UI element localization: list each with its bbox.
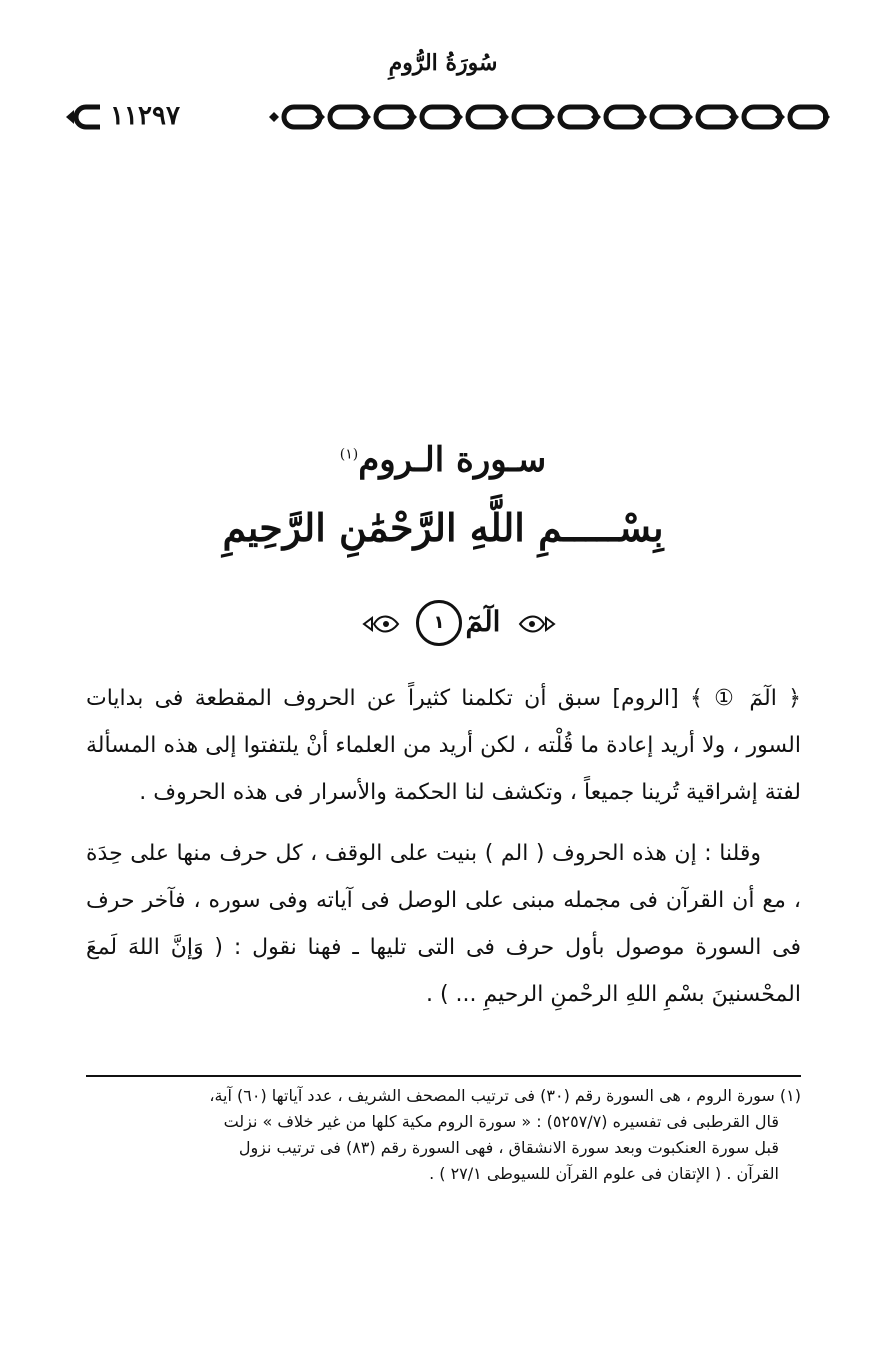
paragraph-1: ﴿ الٓمٓ ① ﴾ [الروم] سبق أن تكلمنا كثيراً عن الحروف المقطعة فى بدايات السور ، ولا أريد إعادة ما قُلْته ، لكن أريد من العلماء أنْ يلتفتوا إلى هذه المسألة لفتة إشراقية تُرينا جميعاً ، وتكشف لنا الحكمة والأسرار فى هذه الحروف . bbox=[86, 686, 801, 805]
basmala: بِسْـــــمِ اللَّهِ الرَّحْمَٰنِ الرَّحِيمِ bbox=[222, 505, 664, 550]
commentary-body bbox=[86, 675, 801, 1032]
surah-title-text: سـورة الـروم bbox=[358, 440, 547, 480]
opening-letters: الٓمٓ bbox=[465, 605, 501, 638]
right-flourish-icon bbox=[518, 609, 558, 639]
footnote-line: قال القرطبى فى تفسيره (٥٢٥٧/٧) : « سورة الروم مكية كلها من غير خلاف » نزلت bbox=[223, 1112, 779, 1131]
footnote-line: القرآن . ( الإتقان فى علوم القرآن للسيوطى ٢٧/١ ) . bbox=[429, 1164, 779, 1183]
footnote-line: قبل سورة العنكبوت وبعد سورة الانشقاق ، فهى السورة رقم (٨٣) فى ترتيب نزول bbox=[238, 1138, 779, 1157]
surah-title bbox=[0, 440, 886, 480]
page-number: ١١٢٩٧ bbox=[100, 98, 190, 134]
running-head-title: سُورَةُ الرُّومِ bbox=[388, 50, 498, 76]
footnote-line: (١) سورة الروم ، هى السورة رقم (٣٠) فى ترتيب المصحف الشريف ، عدد آياتها (٦٠) آية، bbox=[209, 1086, 801, 1105]
footnote-divider bbox=[86, 1075, 801, 1077]
opening-verse bbox=[368, 595, 548, 655]
verse-number-ring: ١ bbox=[416, 600, 462, 646]
footnotes bbox=[86, 1083, 801, 1187]
footnote-reference: (١) bbox=[339, 446, 359, 463]
paragraph-2: وقلنا : إن هذه الحروف ( الم ) بنيت على الوقف ، كل حرف منها على حِدَة ، مع أن القرآن فى مجمله مبنى على الوصل فى آياته وفى سوره ، فآخر حرف فى السورة موصول بأول حرف فى التى تليها ـ فهنا نقول : ( وَإنَّ اللهَ لَمعَ المحْسنينَ بسْمِ اللهِ الرحْمنِ الرحيمِ ... ) . bbox=[86, 841, 801, 1007]
